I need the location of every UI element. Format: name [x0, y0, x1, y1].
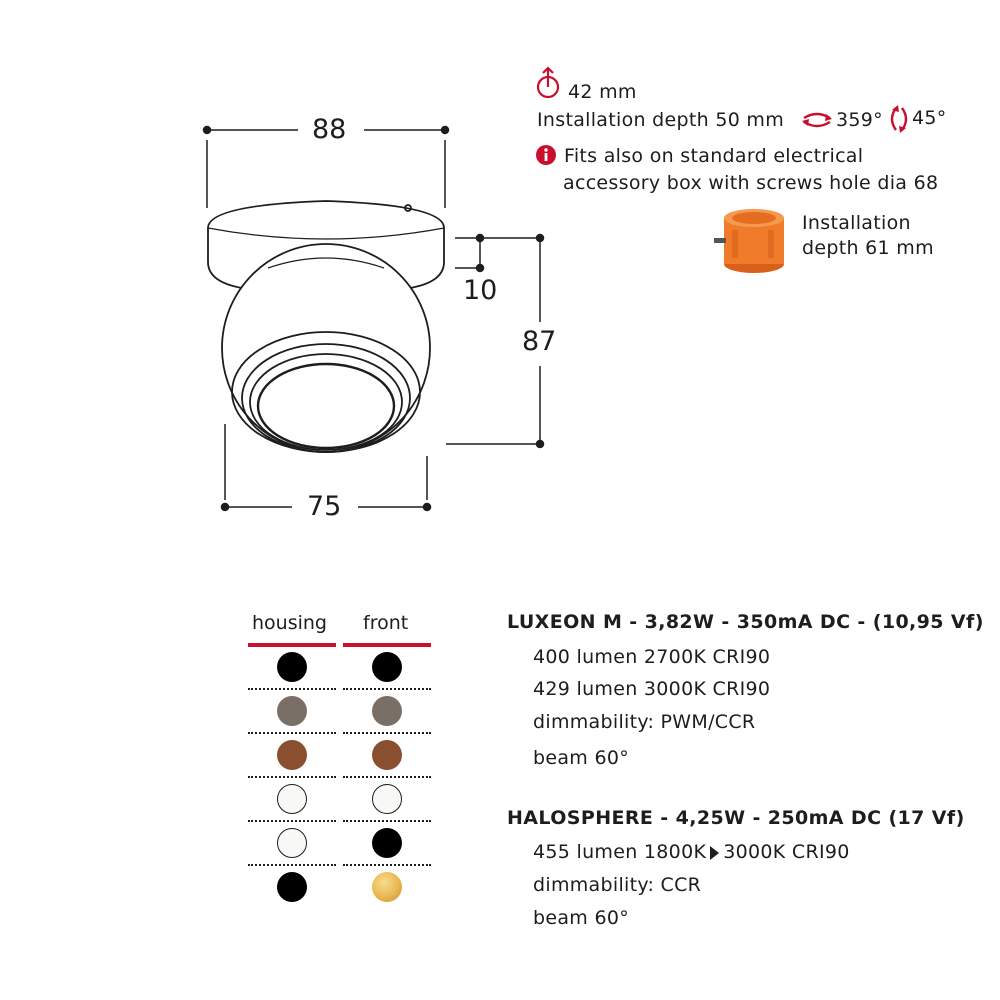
- housing-underline: [248, 643, 336, 647]
- front-swatch-grey-brown: [372, 696, 402, 726]
- led2-line-3: beam 60°: [533, 907, 630, 929]
- column-front-header: front: [363, 612, 409, 634]
- led2-line-1-b: 3000K CRI90: [723, 841, 850, 863]
- front-swatch-black: [372, 652, 402, 682]
- rotate-horizontal-value: 359°: [836, 109, 883, 131]
- electrical-box-icon: [712, 204, 792, 280]
- row-separator: [248, 688, 336, 690]
- row-separator: [343, 864, 431, 866]
- front-swatch-gold: [372, 872, 402, 902]
- led1-line-4: beam 60°: [533, 747, 630, 769]
- front-swatch-white: [372, 784, 402, 814]
- rotate-vertical-value: 45°: [912, 107, 947, 129]
- row-separator: [248, 820, 336, 822]
- led1-title: LUXEON M - 3,82W - 350mA DC - (10,95 Vf): [507, 611, 984, 633]
- led2-line-1-a: 455 lumen 1800K: [533, 841, 707, 863]
- housing-swatch-black: [277, 652, 307, 682]
- led2-title: HALOSPHERE - 4,25W - 250mA DC (17 Vf): [507, 807, 965, 829]
- cutout-size: 42 mm: [568, 81, 637, 103]
- box-depth-line-2: depth 61 mm: [802, 237, 934, 259]
- cutout-icon: [536, 66, 562, 104]
- front-swatch-brown: [372, 740, 402, 770]
- led2-line-2: dimmability: CCR: [533, 874, 702, 896]
- row-separator: [248, 864, 336, 866]
- note-line-1: Fits also on standard electrical: [564, 145, 864, 167]
- row-separator: [343, 688, 431, 690]
- housing-swatch-brown: [277, 740, 307, 770]
- housing-swatch-black: [277, 872, 307, 902]
- note-line-2: accessory box with screws hole dia 68: [563, 172, 939, 194]
- front-underline: [343, 643, 431, 647]
- installation-depth: Installation depth 50 mm: [537, 109, 785, 131]
- front-swatch-black: [372, 828, 402, 858]
- row-separator: [343, 732, 431, 734]
- row-separator: [248, 776, 336, 778]
- housing-swatch-white: [277, 828, 307, 858]
- rotate-vertical-icon: [888, 104, 910, 138]
- led1-line-1: 400 lumen 2700K CRI90: [533, 646, 771, 668]
- row-separator: [248, 732, 336, 734]
- dim-width-bottom: 75: [307, 491, 342, 522]
- row-separator: [343, 820, 431, 822]
- info-icon: [536, 145, 556, 169]
- column-housing-header: housing: [252, 612, 327, 634]
- arrow-right-icon: [710, 846, 719, 860]
- led2-line-1: [533, 841, 850, 863]
- housing-swatch-white: [277, 784, 307, 814]
- row-separator: [343, 776, 431, 778]
- led1-line-2: 429 lumen 3000K CRI90: [533, 678, 771, 700]
- rotate-horizontal-icon: [800, 110, 834, 134]
- box-depth-line-1: Installation: [802, 212, 911, 234]
- dim-height-base: 10: [463, 275, 498, 306]
- dim-width-top: 88: [312, 114, 347, 145]
- housing-swatch-grey-brown: [277, 696, 307, 726]
- sphere-outline: [222, 244, 430, 452]
- dim-height-total: 87: [522, 326, 557, 357]
- led1-line-3: dimmability: PWM/CCR: [533, 711, 756, 733]
